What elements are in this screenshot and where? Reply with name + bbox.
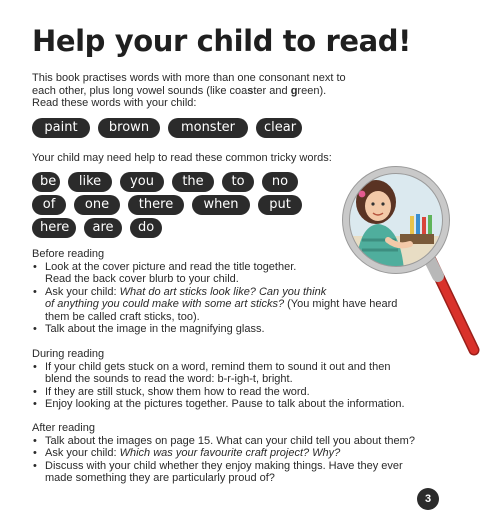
intro-text [32,72,442,110]
list-item: • If they are still stuck, show them how to read the word. [32,386,452,399]
list-item: • Look at the cover picture and read the title together. Read the back cover blurb to your child. [32,261,452,286]
list-item: • Talk about the images on page 15. What can your child tell you about them? [32,435,452,448]
word-pill: be [32,172,60,192]
list-item: • Ask your child: What do art sticks look like? Can you think of anything you could make with some art sticks? (You might have heard them be called craft sticks, too). [32,286,452,324]
word-pill: one [74,195,120,215]
word-pill: of [32,195,66,215]
word-pill: no [262,172,298,192]
intro-line: each other, plus long vowel sounds (like coaster and green). [32,84,327,97]
magnifier-handle [428,256,474,350]
list-item: • If your child gets stuck on a word, remind them to sound it out and then blend the sounds to read the word: b-r-igh-t, bright. [32,361,452,386]
section-heading: After reading [32,422,95,434]
page-number: 3 [417,488,439,510]
list-item: • Enjoy looking at the pictures together. Pause to talk about the information. [32,398,452,411]
after-reading-section [32,422,452,485]
tricky-words-row [32,172,298,192]
word-pill: are [84,218,122,238]
word-pill: like [68,172,112,192]
list-item: • Discuss with your child whether they enjoy making things. Have they ever made something they are particularly proud of? [32,460,452,485]
word-pill: do [130,218,162,238]
word-pill: paint [32,118,90,138]
word-pill: the [172,172,214,192]
word-pill: monster [168,118,248,138]
section-heading: Before reading [32,248,105,260]
section-heading: During reading [32,348,105,360]
intro-line: This book practises words with more than one consonant next to [32,72,346,84]
word-pill: there [128,195,184,215]
tricky-words-row [32,218,162,238]
word-pill: when [192,195,250,215]
intro-line: Read these words with your child: [32,97,197,109]
list-item: • Ask your child: Which was your favourite craft project? Why? [32,447,452,460]
practice-words [32,118,302,138]
page-title: Help your child to read! [32,24,411,58]
list-item: • Talk about the image in the magnifying glass. [32,323,452,336]
magnifying-glass-illustration [338,162,480,362]
word-pill: to [222,172,254,192]
tricky-words-label: Your child may need help to read these common tricky words: [32,152,332,164]
word-pill: clear [256,118,302,138]
word-pill: you [120,172,164,192]
word-pill: here [32,218,76,238]
tricky-words-row [32,195,302,215]
word-pill: brown [98,118,160,138]
word-pill: put [258,195,302,215]
